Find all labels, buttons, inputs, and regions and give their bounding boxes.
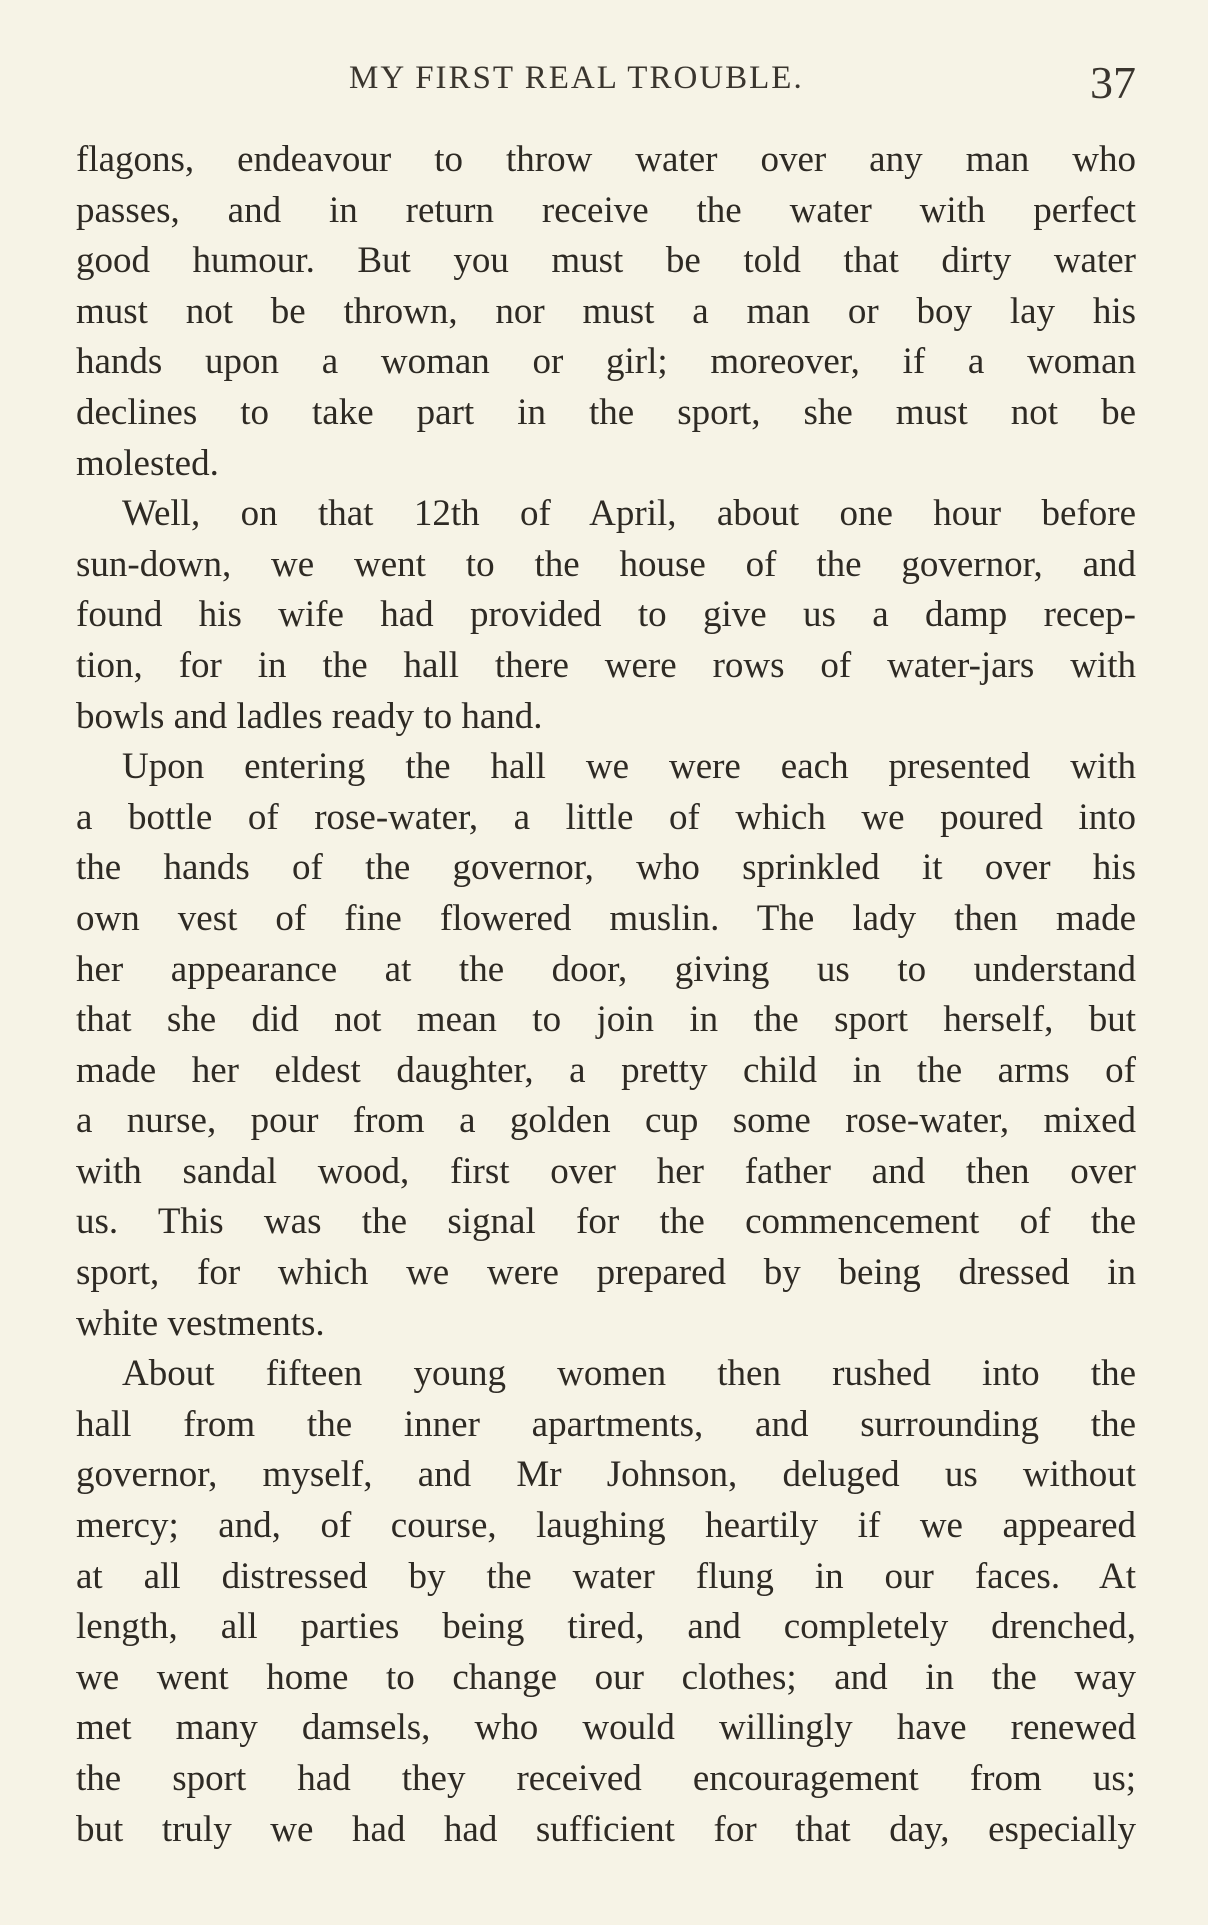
text-line: we went home to change our clothes; and in the way <box>76 1656 1136 1698</box>
text-line: but truly we had had sufficient for that day, especially <box>76 1808 1136 1850</box>
paragraph-start: About fifteen young women then rushed into the <box>122 1353 1136 1395</box>
text-line: met many damsels, who would willingly have renewed <box>76 1707 1136 1749</box>
text-line: her appearance at the door, giving us to understand <box>76 948 1136 990</box>
text-line: with sandal wood, first over her father and then over <box>76 1150 1136 1192</box>
text-line: us. This was the signal for the commencement of the <box>76 1201 1136 1243</box>
text-line: passes, and in return receive the water with perfect <box>76 189 1136 231</box>
text-line: must not be thrown, nor must a man or boy lay his <box>76 290 1136 332</box>
body-text <box>76 135 1136 1855</box>
text-line: that she did not mean to join in the sport herself, but <box>76 999 1136 1041</box>
text-line: sport, for which we were prepared by being dressed in <box>76 1252 1136 1294</box>
text-line: good humour. But you must be told that dirty water <box>76 240 1136 282</box>
paragraph-start: Upon entering the hall we were each presented with <box>122 746 1136 788</box>
text-line: mercy; and, of course, laughing heartily if we appeared <box>76 1505 1136 1547</box>
page-number: 37 <box>1090 57 1136 108</box>
text-line: governor, myself, and Mr Johnson, deluged us without <box>76 1454 1136 1496</box>
text-line: found his wife had provided to give us a damp recep- <box>76 594 1136 636</box>
text-line: length, all parties being tired, and completely drenched, <box>76 1606 1136 1648</box>
text-line: white vestments. <box>76 1302 325 1344</box>
text-line: hall from the inner apartments, and surrounding the <box>76 1403 1136 1445</box>
text-line: hands upon a woman or girl; moreover, if a woman <box>76 341 1136 383</box>
text-line: a bottle of rose-water, a little of which we poured into <box>76 796 1136 838</box>
text-line: at all distressed by the water flung in our faces. At <box>76 1555 1136 1597</box>
text-line: flagons, endeavour to throw water over any man who <box>76 139 1136 180</box>
paragraph-start: Well, on that 12th of April, about one hour before <box>122 493 1136 535</box>
page-header <box>76 56 1136 106</box>
text-line: declines to take part in the sport, she must not be <box>76 391 1136 433</box>
text-line: the hands of the governor, who sprinkled it over his <box>76 847 1136 889</box>
text-line: own vest of fine flowered muslin. The lady then made <box>76 897 1136 939</box>
text-line: a nurse, pour from a golden cup some rose-water, mixed <box>76 1100 1136 1142</box>
text-line: the sport had they received encouragement from us; <box>76 1758 1136 1799</box>
running-title: MY FIRST REAL TROUBLE. <box>349 60 804 96</box>
text-line: made her eldest daughter, a pretty child in the arms of <box>76 1049 1136 1091</box>
text-line: bowls and ladles ready to hand. <box>76 695 543 737</box>
text-line: sun-down, we went to the house of the governor, and <box>76 543 1136 585</box>
text-line: tion, for in the hall there were rows of water-jars with <box>76 644 1136 686</box>
text-line: molested. <box>76 442 219 484</box>
